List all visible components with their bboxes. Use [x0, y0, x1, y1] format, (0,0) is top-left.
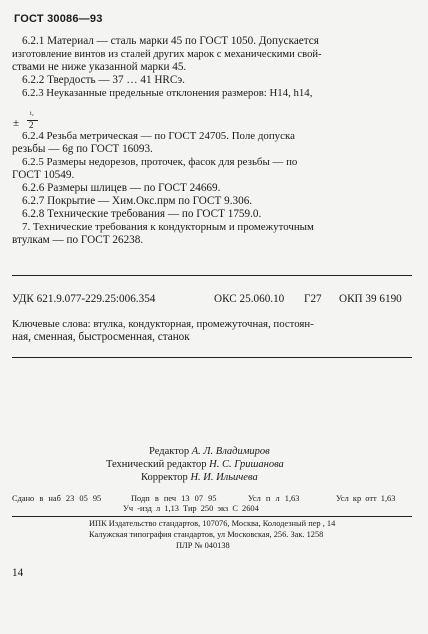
clause-6-2-5-line1: 6.2.5 Размеры недорезов, проточек, фасок для резьбы — по [22, 156, 298, 168]
tech-editor-credit [106, 458, 284, 471]
imprint-submitted: Сдано в наб 23 05 95 [12, 494, 102, 503]
clause-7-line2: втулкам — по ГОСТ 26238. [12, 234, 144, 246]
imprint-edition: Уч -изд л 1,13 Тир 250 экз С 2604 [123, 504, 259, 513]
clause-6-2-1-line3: ствами не ниже указанной марки 45. [12, 61, 187, 73]
clause-6-2-7: 6.2.7 Покрытие — Хим.Окс.прм по ГОСТ 9.306. [22, 195, 253, 207]
editor-credit [149, 445, 270, 458]
divider-keywords [12, 357, 412, 358]
page-number: 14 [12, 567, 24, 579]
tolerance-fraction [13, 111, 34, 130]
clause-7-line1: 7. Технические требования к кондукторным и промежуточным [22, 221, 314, 233]
keywords-line1: Ключевые слова: втулка, кондукторная, промежуточная, постоян- [12, 318, 314, 330]
oks-code: ОКС 25.060.10 [214, 293, 285, 305]
divider-imprint [12, 516, 412, 517]
tech-editor-name: Н. С. Гришанова [209, 459, 284, 470]
printer-address: Калужская типография стандартов, ул Московская, 256. Зак. 1258 [89, 530, 324, 539]
publisher-address: ИПК Издательство стандартов, 107076, Москва, Колодезный пер , 14 [89, 519, 336, 528]
editor-name: А. Л. Владимиров [191, 446, 270, 457]
fraction-numerator: t₂ [30, 111, 34, 117]
clause-6-2-8: 6.2.8 Технические требования — по ГОСТ 1759.0. [22, 208, 262, 220]
udk-code: УДК 621.9.077-229.25:006.354 [12, 293, 156, 305]
clause-6-2-4-line1: 6.2.4 Резьба метрическая — по ГОСТ 24705. Поле допуска [22, 130, 295, 142]
imprint-signed: Подп в печ 13 07 95 [131, 494, 217, 503]
imprint-prints: Усл кр отт 1,63 [336, 494, 396, 503]
divider-top [12, 275, 412, 276]
corrector-credit [141, 471, 258, 484]
corrector-role: Корректор [141, 472, 188, 483]
fraction-denominator: 2 [29, 120, 34, 130]
tech-editor-role: Технический редактор [106, 459, 207, 470]
clause-6-2-2: 6.2.2 Твердость — 37 … 41 HRCэ. [22, 74, 185, 86]
keywords-line2: ная, сменная, быстросменная, станок [12, 331, 190, 343]
group-code: Г27 [304, 293, 322, 305]
imprint-sheets: Усл п л 1,63 [248, 494, 300, 503]
okp-code: ОКП 39 6190 [339, 293, 402, 305]
clause-6-2-1-line2: изготовление винтов из сталей других марок с механическими свой- [12, 49, 322, 60]
editor-role: Редактор [149, 446, 190, 457]
clause-6-2-1-line1: 6.2.1 Материал — сталь марки 45 по ГОСТ 1050. Допускается [22, 35, 319, 47]
clause-6-2-4-line2: резьбы — 6g по ГОСТ 16093. [12, 143, 153, 155]
plus-minus-sign: ± [13, 117, 20, 129]
license-number: ПЛР № 040138 [176, 541, 230, 550]
clause-6-2-3: 6.2.3 Неуказанные предельные отклонения размеров: H14, h14, [22, 87, 313, 99]
corrector-name: Н. И. Ильичева [190, 472, 258, 483]
clause-6-2-6: 6.2.6 Размеры шлицев — по ГОСТ 24669. [22, 182, 221, 194]
clause-6-2-5-line2: ГОСТ 10549. [12, 169, 75, 181]
standard-header: ГОСТ 30086—93 [14, 13, 103, 25]
